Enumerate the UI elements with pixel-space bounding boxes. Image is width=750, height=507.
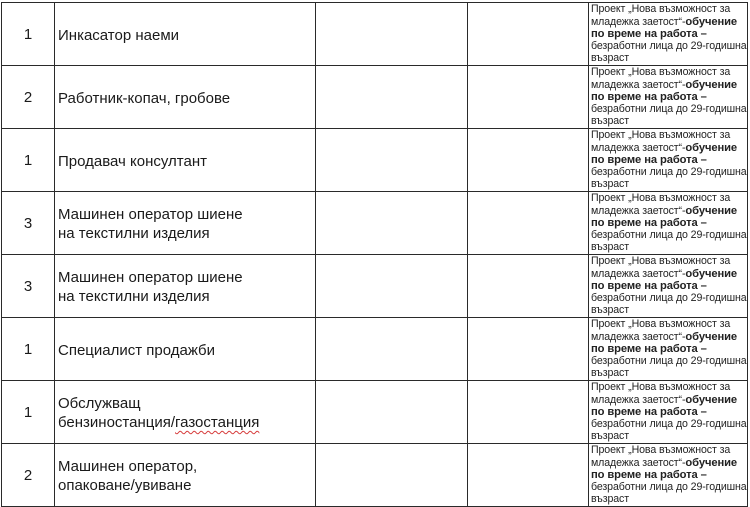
note-text: Проект „Нова възможност за младежка заетост“- <box>591 444 731 469</box>
position-line: опаковане/увиване <box>58 477 192 494</box>
note-text: Проект „Нова възможност за младежка заетост“- <box>591 129 731 154</box>
empty-cell <box>468 66 589 129</box>
note-bold-text: обучение по време на работа – <box>591 141 738 166</box>
program-note <box>589 192 748 255</box>
program-note <box>589 255 748 318</box>
program-note <box>589 129 748 192</box>
position-title: Инкасатор наеми <box>55 3 316 66</box>
table-row <box>2 444 748 507</box>
vacancy-count: 2 <box>2 66 55 129</box>
table-row <box>2 3 748 66</box>
note-bold-text: обучение по време на работа – <box>591 78 738 103</box>
note-bold-text: обучение по време на работа – <box>591 267 738 292</box>
note-text: Проект „Нова възможност за младежка заетост“- <box>591 381 731 406</box>
position-title: Работник-копач, гробове <box>55 66 316 129</box>
empty-cell <box>316 318 468 381</box>
table-row <box>2 192 748 255</box>
vacancy-count: 3 <box>2 255 55 318</box>
program-note <box>589 66 748 129</box>
note-bold-text: обучение по време на работа – <box>591 393 738 418</box>
note-text: безработни лица до 29-годишна възраст <box>591 292 747 317</box>
position-title <box>55 444 316 507</box>
table-row <box>2 255 748 318</box>
note-text: безработни лица до 29-годишна възраст <box>591 355 747 380</box>
vacancy-count: 2 <box>2 444 55 507</box>
empty-cell <box>468 129 589 192</box>
empty-cell <box>316 3 468 66</box>
vacancy-count: 3 <box>2 192 55 255</box>
note-text: безработни лица до 29-годишна възраст <box>591 418 747 443</box>
empty-cell <box>316 255 468 318</box>
note-text: Проект „Нова възможност за младежка заетост“- <box>591 3 731 28</box>
vacancy-count: 1 <box>2 129 55 192</box>
position-title: Специалист продажби <box>55 318 316 381</box>
vacancy-count: 1 <box>2 3 55 66</box>
vacancy-count: 1 <box>2 381 55 444</box>
empty-cell <box>316 129 468 192</box>
vacancy-count: 1 <box>2 318 55 381</box>
empty-cell <box>316 192 468 255</box>
empty-cell <box>468 192 589 255</box>
position-title: Машинен оператор шиене на текстилни изделия <box>55 192 316 255</box>
program-note <box>589 318 748 381</box>
table-row <box>2 381 748 444</box>
position-line: Машинен оператор, <box>58 458 198 475</box>
note-text: безработни лица до 29-годишна възраст <box>591 481 747 506</box>
empty-cell <box>316 66 468 129</box>
empty-cell <box>468 3 589 66</box>
job-vacancies-table <box>1 2 748 507</box>
empty-cell <box>468 255 589 318</box>
program-note <box>589 381 748 444</box>
empty-cell <box>316 381 468 444</box>
note-text: безработни лица до 29-годишна възраст <box>591 229 747 254</box>
empty-cell <box>468 444 589 507</box>
program-note <box>589 3 748 66</box>
empty-cell <box>468 318 589 381</box>
table-row <box>2 129 748 192</box>
note-text: Проект „Нова възможност за младежка заетост“- <box>591 318 731 343</box>
note-text: Проект „Нова възможност за младежка заетост“- <box>591 255 731 280</box>
note-text: Проект „Нова възможност за младежка заетост“- <box>591 66 731 91</box>
position-line: Обслужващ <box>58 395 141 412</box>
note-text: безработни лица до 29-годишна възраст <box>591 103 747 128</box>
note-text: безработни лица до 29-годишна възраст <box>591 40 747 65</box>
spellcheck-flagged-word: газостанция <box>175 414 260 431</box>
program-note <box>589 444 748 507</box>
note-bold-text: обучение по време на работа – <box>591 15 738 40</box>
position-title <box>55 381 316 444</box>
position-title: Продавач консултант <box>55 129 316 192</box>
position-line: бензиностанция/ <box>58 414 176 431</box>
note-bold-text: обучение по време на работа – <box>591 204 738 229</box>
note-text: Проект „Нова възможност за младежка заетост“- <box>591 192 731 217</box>
note-text: безработни лица до 29-годишна възраст <box>591 166 747 191</box>
empty-cell <box>316 444 468 507</box>
empty-cell <box>468 381 589 444</box>
table-row <box>2 318 748 381</box>
note-bold-text: обучение по време на работа – <box>591 330 738 355</box>
position-title: Машинен оператор шиене на текстилни изделия <box>55 255 316 318</box>
table-row <box>2 66 748 129</box>
note-bold-text: обучение по време на работа – <box>591 456 738 481</box>
